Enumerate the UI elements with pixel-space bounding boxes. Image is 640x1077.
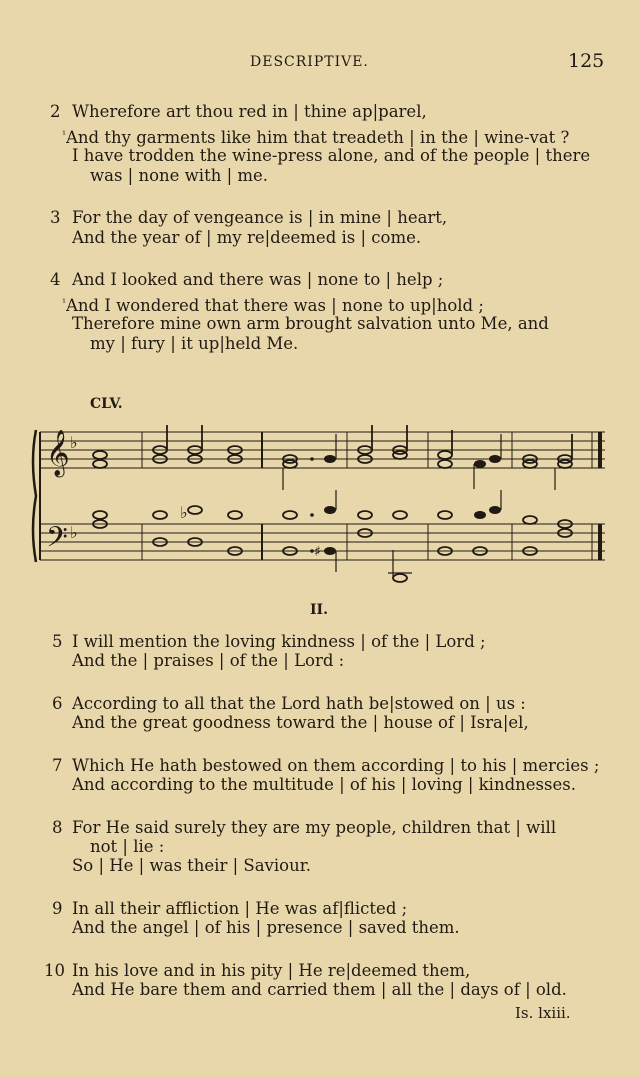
verse-line: not | lie :: [90, 837, 165, 856]
verse-line: In his love and in his pity | He re|deemed them,: [72, 961, 471, 980]
verse-line: was | none with | me.: [90, 166, 269, 185]
verse-line: For He said surely they are my people, children that | will: [72, 818, 557, 837]
verse-line-text: And I wondered that there was | none to up|hold ;: [66, 296, 484, 315]
verse-line-text: And thy garments like him that treadeth | in the | wine-vat ?: [66, 128, 570, 147]
verse-number: 10: [44, 961, 65, 980]
part-label: II.: [310, 602, 328, 618]
verse-line: And the great goodness toward the | house of | Isra|el,: [72, 713, 529, 732]
verse-line: And I looked and there was | none to | help ;: [72, 270, 444, 289]
chant-mark: ¹: [62, 130, 67, 141]
bass-clef-icon: 𝄢: [46, 521, 68, 561]
chant-score: [0, 420, 640, 590]
verse-line: And the | praises | of the | Lord :: [72, 651, 345, 670]
verse-line: And according to the multitude | of his | loving | kindnesses.: [72, 775, 576, 794]
verse-number: 2: [50, 102, 61, 121]
flat-icon: ♭: [180, 503, 188, 522]
page-number: 125: [568, 50, 605, 72]
chant-mark: ¹: [62, 298, 67, 309]
scripture-reference: Is. lxiii.: [515, 1004, 571, 1022]
verse-line: For the day of vengeance is | in mine | heart,: [72, 208, 448, 227]
verse-number: 4: [50, 270, 61, 289]
verse-number: 6: [52, 694, 63, 713]
verse-number: 3: [50, 208, 61, 227]
verse-line: And the year of | my re|deemed is | come.: [72, 228, 422, 247]
verse-line: Which He hath bestowed on them according | to his | mercies ;: [72, 756, 600, 775]
verse-line: [62, 294, 484, 316]
flat-icon: ♭: [70, 523, 78, 542]
verse-number: 8: [52, 818, 63, 837]
verse-line: And the angel | of his | presence | saved them.: [72, 918, 460, 937]
verse-line: In all their affliction | He was af|flicted ;: [72, 899, 408, 918]
treble-staff: [40, 432, 605, 468]
verse-line: I will mention the loving kindness | of the | Lord ;: [72, 632, 486, 651]
verse-line: Therefore mine own arm brought salvation unto Me, and: [72, 314, 549, 333]
flat-icon: ♭: [70, 433, 78, 452]
verse-line: my | fury | it up|held Me.: [90, 334, 299, 353]
verse-number: 7: [52, 756, 63, 775]
chant-label: CLV.: [90, 396, 123, 412]
verse-line: And He bare them and carried them | all the | days of | old.: [72, 980, 567, 999]
verse-line: [62, 126, 569, 148]
bass-notes: [93, 506, 572, 582]
verse-line: So | He | was their | Saviour.: [72, 856, 312, 875]
verse-line: According to all that the Lord hath be|stowed on | us :: [72, 694, 526, 713]
running-header: DESCRIPTIVE.: [250, 54, 369, 70]
verse-number: 5: [52, 632, 63, 651]
treble-clef-icon: 𝄞: [46, 430, 70, 476]
verse-line: Wherefore art thou red in | thine ap|parel,: [72, 102, 427, 121]
sharp-icon: ♯: [314, 544, 321, 560]
verse-number: 9: [52, 899, 63, 918]
bass-staff: [40, 524, 605, 560]
verse-line: I have trodden the wine-press alone, and of the people | there: [72, 146, 591, 165]
